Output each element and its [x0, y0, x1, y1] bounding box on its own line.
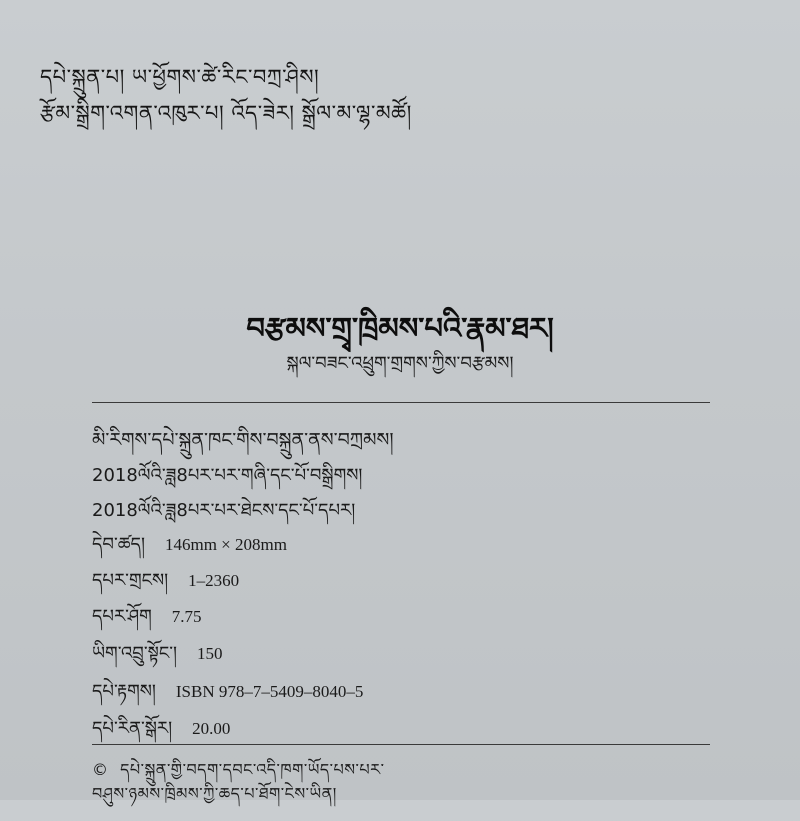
- word-count-label: ཡིག་འབྲུ་སྟོང་།: [92, 643, 178, 664]
- copyright-line-2: [92, 776, 337, 821]
- price-label: དཔེ་རིན་སྒོར།: [92, 718, 173, 739]
- size-value: 146mm × 208mm: [164, 535, 287, 554]
- book-title: བརྩམས་གྲྭ་ཁྲིམས་པའི་རྣམ་ཐར།: [246, 311, 554, 345]
- sheets-value: 7.75: [171, 607, 202, 626]
- copyright-symbol: ©: [92, 760, 109, 779]
- copyright-text-2: བཤུས་ཉམས་ཁྲིམས་ཀྱི་ཆད་པ་ཐོག་ངེས་ཡིན།: [92, 784, 337, 803]
- print-run-label: དཔར་གྲངས།: [92, 570, 169, 591]
- top-divider: [92, 402, 710, 403]
- word-count-value: 150: [197, 644, 223, 663]
- isbn-label: དཔེ་རྟགས།: [92, 681, 156, 702]
- print-run-value: 1–2360: [188, 571, 240, 590]
- edition-text: 2018ལོའི་ཟླ8པར་པར་གཞི་དང་པོ་བསྒྲིགས།: [92, 465, 363, 486]
- publisher-responsible-line: དཔེ་སྐྲུན་པ། ཡ་ཕྱོགས་ཚེ་རིང་བཀྲ་ཤིས།: [40, 65, 320, 89]
- size-label: དེབ་ཚད།: [92, 534, 145, 555]
- bottom-divider: [92, 744, 710, 745]
- author-line: སྐལ་བཟང་འཕྲུག་གྲགས་ཀྱིས་བརྩམས།: [286, 353, 514, 374]
- printing-text: 2018ལོའི་ཟླ8པར་པར་ཐེངས་དང་པོ་དཔར།: [92, 500, 356, 521]
- editors-line: རྩོམ་སྒྲིག་འགན་འཁུར་པ། འོད་ཟེར། སྒྲོལ་མ་ལྷ་མཚོ།: [40, 101, 412, 125]
- price-value: 20.00: [192, 719, 231, 738]
- sheets-label: དཔར་ཤོག: [92, 606, 152, 627]
- isbn-value: ISBN 978–7–5409–8040–5: [175, 682, 364, 701]
- publisher-text: མི་རིགས་དཔེ་སྐྲུན་ཁང་གིས་བསྐྲུན་ནས་བཀྲམས།: [92, 429, 394, 451]
- copyright-text-1: དཔེ་སྐྲུན་གྱི་བདག་དབང་འདི་ཁག་ཡོད་པས་པར་: [120, 760, 385, 779]
